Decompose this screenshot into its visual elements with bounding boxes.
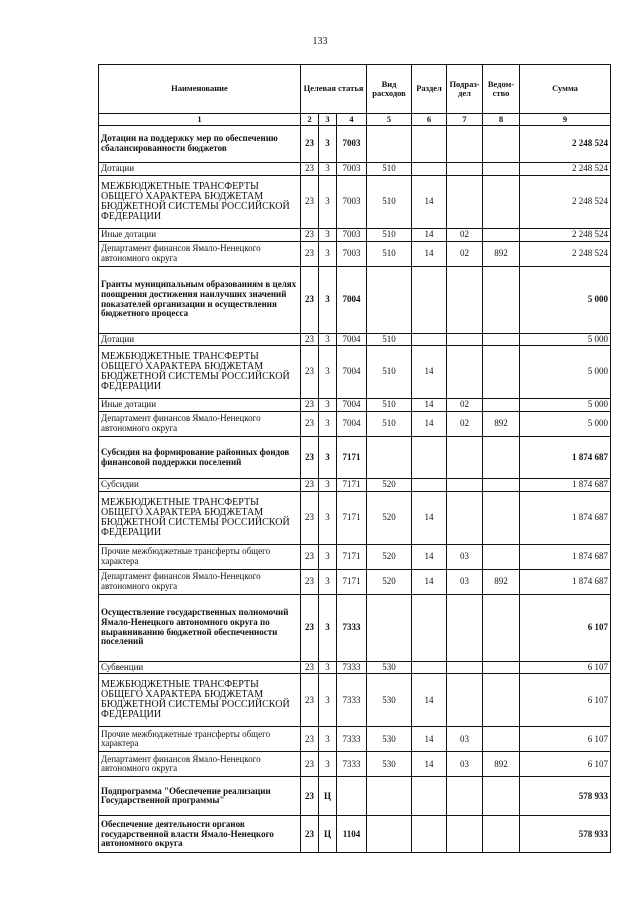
header-name: Наименование [99,65,301,114]
row-section [412,479,447,492]
row-section: 14 [412,674,447,727]
row-subsection [447,479,483,492]
row-expense-type: 510 [367,346,412,399]
row-expense-type: 520 [367,569,412,594]
row-target-code-3: 7171 [337,479,367,492]
table-row [99,777,611,816]
row-target-code-3: 7333 [337,661,367,674]
column-number: 2 [301,114,319,126]
row-target-code-3: 7171 [337,437,367,479]
row-expense-type: 510 [367,241,412,266]
row-department: 892 [483,412,520,437]
row-target-code-2: 3 [319,399,337,412]
row-target-code-1: 23 [301,228,319,241]
row-subsection: 02 [447,228,483,241]
row-subsection: 02 [447,412,483,437]
row-sum: 6 107 [520,727,611,752]
table-row [99,399,611,412]
row-department [483,491,520,544]
row-subsection: 03 [447,569,483,594]
row-sum: 578 933 [520,777,611,816]
row-department [483,594,520,661]
row-name: Субсидия на формирование районных фондов финансовой поддержки поселений [99,437,301,479]
column-number: 9 [520,114,611,126]
row-target-code-2: 3 [319,752,337,777]
table-row [99,594,611,661]
table-row [99,661,611,674]
column-number: 1 [99,114,301,126]
row-name: МЕЖБЮДЖЕТНЫЕ ТРАНСФЕРТЫ ОБЩЕГО ХАРАКТЕРА БЮДЖЕТАМ БЮДЖЕТНОЙ СИСТЕМЫ РОССИЙСКОЙ ФЕДЕРАЦИИ [99,674,301,727]
row-expense-type: 530 [367,661,412,674]
column-number: 7 [447,114,483,126]
row-name: Осуществление государственных полномочий Ямало-Ненецкого автономного округа по выравниванию бюджетной обеспеченности поселений [99,594,301,661]
row-expense-type [367,816,412,853]
row-expense-type: 510 [367,228,412,241]
row-target-code-1: 23 [301,752,319,777]
row-name: Прочие межбюджетные трансферты общего характера [99,544,301,569]
row-target-code-2: 3 [319,661,337,674]
row-target-code-3 [337,777,367,816]
row-section [412,594,447,661]
row-target-code-3: 7003 [337,126,367,163]
budget-table [98,64,611,853]
table-row [99,163,611,176]
row-sum: 1 874 687 [520,544,611,569]
row-target-code-3: 7004 [337,399,367,412]
row-sum: 2 248 524 [520,241,611,266]
table-row [99,437,611,479]
row-target-code-1: 23 [301,544,319,569]
row-subsection [447,163,483,176]
table-row [99,412,611,437]
row-subsection [447,491,483,544]
row-target-code-2: 3 [319,544,337,569]
row-name: Департамент финансов Ямало-Ненецкого автономного округа [99,752,301,777]
table-header-row [99,65,611,114]
column-number: 5 [367,114,412,126]
row-target-code-2: 3 [319,175,337,228]
table-row [99,816,611,853]
row-sum: 6 107 [520,661,611,674]
row-name: Дотации [99,333,301,346]
row-target-code-1: 23 [301,569,319,594]
row-target-code-3: 7004 [337,266,367,333]
row-section: 14 [412,175,447,228]
row-name: МЕЖБЮДЖЕТНЫЕ ТРАНСФЕРТЫ ОБЩЕГО ХАРАКТЕРА БЮДЖЕТАМ БЮДЖЕТНОЙ СИСТЕМЫ РОССИЙСКОЙ ФЕДЕРАЦИИ [99,175,301,228]
column-number: 6 [412,114,447,126]
table-row [99,752,611,777]
row-section: 14 [412,491,447,544]
row-section: 14 [412,228,447,241]
row-department [483,777,520,816]
row-expense-type: 520 [367,479,412,492]
row-sum: 5 000 [520,399,611,412]
table-row [99,228,611,241]
row-expense-type: 530 [367,727,412,752]
header-target-article: Целевая статья [301,65,367,114]
row-department [483,333,520,346]
row-name: Субвенции [99,661,301,674]
row-target-code-1: 23 [301,816,319,853]
row-expense-type [367,594,412,661]
row-target-code-2: 3 [319,727,337,752]
row-expense-type [367,266,412,333]
row-expense-type: 510 [367,399,412,412]
row-section: 14 [412,752,447,777]
row-subsection: 03 [447,752,483,777]
row-target-code-1: 23 [301,241,319,266]
row-target-code-1: 23 [301,346,319,399]
row-target-code-3: 7171 [337,491,367,544]
row-department [483,674,520,727]
table-row [99,346,611,399]
row-sum: 1 874 687 [520,569,611,594]
column-number: 3 [319,114,337,126]
row-sum: 2 248 524 [520,163,611,176]
row-department [483,727,520,752]
row-target-code-1: 23 [301,727,319,752]
row-subsection: 03 [447,727,483,752]
row-target-code-2: 3 [319,569,337,594]
row-department [483,228,520,241]
row-target-code-1: 23 [301,674,319,727]
row-expense-type: 530 [367,674,412,727]
row-section [412,333,447,346]
column-number: 8 [483,114,520,126]
row-target-code-3: 7004 [337,412,367,437]
row-subsection: 03 [447,544,483,569]
row-target-code-3: 7333 [337,594,367,661]
row-name: Подпрограмма "Обеспечение реализации Государственной программы" [99,777,301,816]
row-target-code-2: 3 [319,412,337,437]
row-section: 14 [412,346,447,399]
row-department [483,126,520,163]
row-target-code-3: 7004 [337,346,367,399]
row-subsection [447,126,483,163]
row-department: 892 [483,569,520,594]
row-subsection [447,816,483,853]
row-sum: 5 000 [520,412,611,437]
row-target-code-2: Ц [319,777,337,816]
row-target-code-1: 23 [301,175,319,228]
row-sum: 6 107 [520,674,611,727]
row-section: 14 [412,399,447,412]
row-target-code-3: 7171 [337,569,367,594]
row-sum: 5 000 [520,266,611,333]
row-section: 14 [412,241,447,266]
column-number: 4 [337,114,367,126]
row-target-code-2: 3 [319,594,337,661]
row-subsection [447,661,483,674]
row-subsection [447,674,483,727]
row-sum: 6 107 [520,752,611,777]
row-target-code-2: 3 [319,241,337,266]
table-row [99,544,611,569]
row-target-code-1: 23 [301,777,319,816]
column-number-row [99,114,611,126]
row-section: 14 [412,412,447,437]
row-name: Гранты муниципальным образованиям в целях поощрения достижения наилучших значений показателей организации и осуществления бюджетного процесса [99,266,301,333]
row-subsection [447,437,483,479]
row-name: Департамент финансов Ямало-Ненецкого автономного округа [99,241,301,266]
row-target-code-2: 3 [319,333,337,346]
header-subsection: Подраз- дел [447,65,483,114]
row-target-code-2: 3 [319,674,337,727]
row-subsection [447,333,483,346]
row-target-code-1: 23 [301,479,319,492]
row-target-code-2: 3 [319,346,337,399]
row-sum: 1 874 687 [520,479,611,492]
row-sum: 2 248 524 [520,228,611,241]
row-expense-type: 520 [367,544,412,569]
row-section [412,163,447,176]
table-row [99,126,611,163]
row-subsection: 02 [447,399,483,412]
row-name: Департамент финансов Ямало-Ненецкого автономного округа [99,569,301,594]
row-name: Дотации на поддержку мер по обеспечению сбалансированности бюджетов [99,126,301,163]
row-expense-type: 530 [367,752,412,777]
row-name: Иные дотации [99,399,301,412]
row-subsection: 02 [447,241,483,266]
table-row [99,333,611,346]
row-target-code-1: 23 [301,594,319,661]
row-department [483,661,520,674]
row-section [412,437,447,479]
row-target-code-1: 23 [301,266,319,333]
row-sum: 5 000 [520,333,611,346]
row-sum: 1 874 687 [520,437,611,479]
table-row [99,727,611,752]
row-sum: 578 933 [520,816,611,853]
row-sum: 1 874 687 [520,491,611,544]
row-expense-type: 510 [367,333,412,346]
table-row [99,175,611,228]
row-target-code-2: 3 [319,163,337,176]
row-subsection [447,777,483,816]
header-section: Раздел [412,65,447,114]
row-expense-type [367,126,412,163]
row-section [412,777,447,816]
row-name: Обеспечение деятельности органов государственной власти Ямало-Ненецкого автономного округа [99,816,301,853]
row-target-code-1: 23 [301,333,319,346]
row-expense-type: 510 [367,163,412,176]
row-target-code-1: 23 [301,661,319,674]
row-department [483,437,520,479]
row-target-code-2: 3 [319,437,337,479]
row-department [483,163,520,176]
row-target-code-3: 7004 [337,333,367,346]
row-department [483,266,520,333]
row-target-code-2: 3 [319,228,337,241]
row-subsection [447,175,483,228]
row-target-code-2: 3 [319,126,337,163]
row-section [412,266,447,333]
row-target-code-1: 23 [301,491,319,544]
row-expense-type [367,437,412,479]
table-row [99,674,611,727]
row-target-code-2: Ц [319,816,337,853]
row-sum: 2 248 524 [520,126,611,163]
row-target-code-3: 7003 [337,241,367,266]
row-target-code-3: 7003 [337,163,367,176]
row-department [483,544,520,569]
table-row [99,266,611,333]
row-department: 892 [483,241,520,266]
row-target-code-2: 3 [319,266,337,333]
row-name: МЕЖБЮДЖЕТНЫЕ ТРАНСФЕРТЫ ОБЩЕГО ХАРАКТЕРА БЮДЖЕТАМ БЮДЖЕТНОЙ СИСТЕМЫ РОССИЙСКОЙ ФЕДЕРАЦИИ [99,491,301,544]
row-target-code-3: 7333 [337,674,367,727]
row-target-code-3: 7003 [337,228,367,241]
row-target-code-1: 23 [301,399,319,412]
row-target-code-3: 7333 [337,752,367,777]
row-department [483,479,520,492]
row-expense-type: 510 [367,175,412,228]
row-name: Дотации [99,163,301,176]
row-target-code-1: 23 [301,126,319,163]
row-sum: 2 248 524 [520,175,611,228]
row-target-code-3: 7171 [337,544,367,569]
row-department [483,399,520,412]
row-name: Прочие межбюджетные трансферты общего характера [99,727,301,752]
row-name: Департамент финансов Ямало-Ненецкого автономного округа [99,412,301,437]
header-expense-type: Вид расходов [367,65,412,114]
row-name: МЕЖБЮДЖЕТНЫЕ ТРАНСФЕРТЫ ОБЩЕГО ХАРАКТЕРА БЮДЖЕТАМ БЮДЖЕТНОЙ СИСТЕМЫ РОССИЙСКОЙ ФЕДЕРАЦИИ [99,346,301,399]
row-name: Субсидии [99,479,301,492]
row-name: Иные дотации [99,228,301,241]
row-sum: 5 000 [520,346,611,399]
row-subsection [447,594,483,661]
row-department [483,816,520,853]
row-target-code-1: 23 [301,412,319,437]
row-section: 14 [412,727,447,752]
row-section: 14 [412,544,447,569]
row-section [412,816,447,853]
page-number: 133 [312,36,328,47]
table-row [99,241,611,266]
row-target-code-1: 23 [301,437,319,479]
row-subsection [447,346,483,399]
row-expense-type [367,777,412,816]
row-sum: 6 107 [520,594,611,661]
row-expense-type: 510 [367,412,412,437]
row-subsection [447,266,483,333]
header-sum: Сумма [520,65,611,114]
row-section: 14 [412,569,447,594]
row-department: 892 [483,752,520,777]
header-department: Ведом- ство [483,65,520,114]
table-row [99,491,611,544]
row-target-code-3: 7333 [337,727,367,752]
row-section [412,661,447,674]
row-expense-type: 520 [367,491,412,544]
table-row [99,479,611,492]
row-department [483,346,520,399]
row-section [412,126,447,163]
row-target-code-2: 3 [319,479,337,492]
row-target-code-3: 1104 [337,816,367,853]
row-department [483,175,520,228]
row-target-code-2: 3 [319,491,337,544]
row-target-code-1: 23 [301,163,319,176]
row-target-code-3: 7003 [337,175,367,228]
table-row [99,569,611,594]
